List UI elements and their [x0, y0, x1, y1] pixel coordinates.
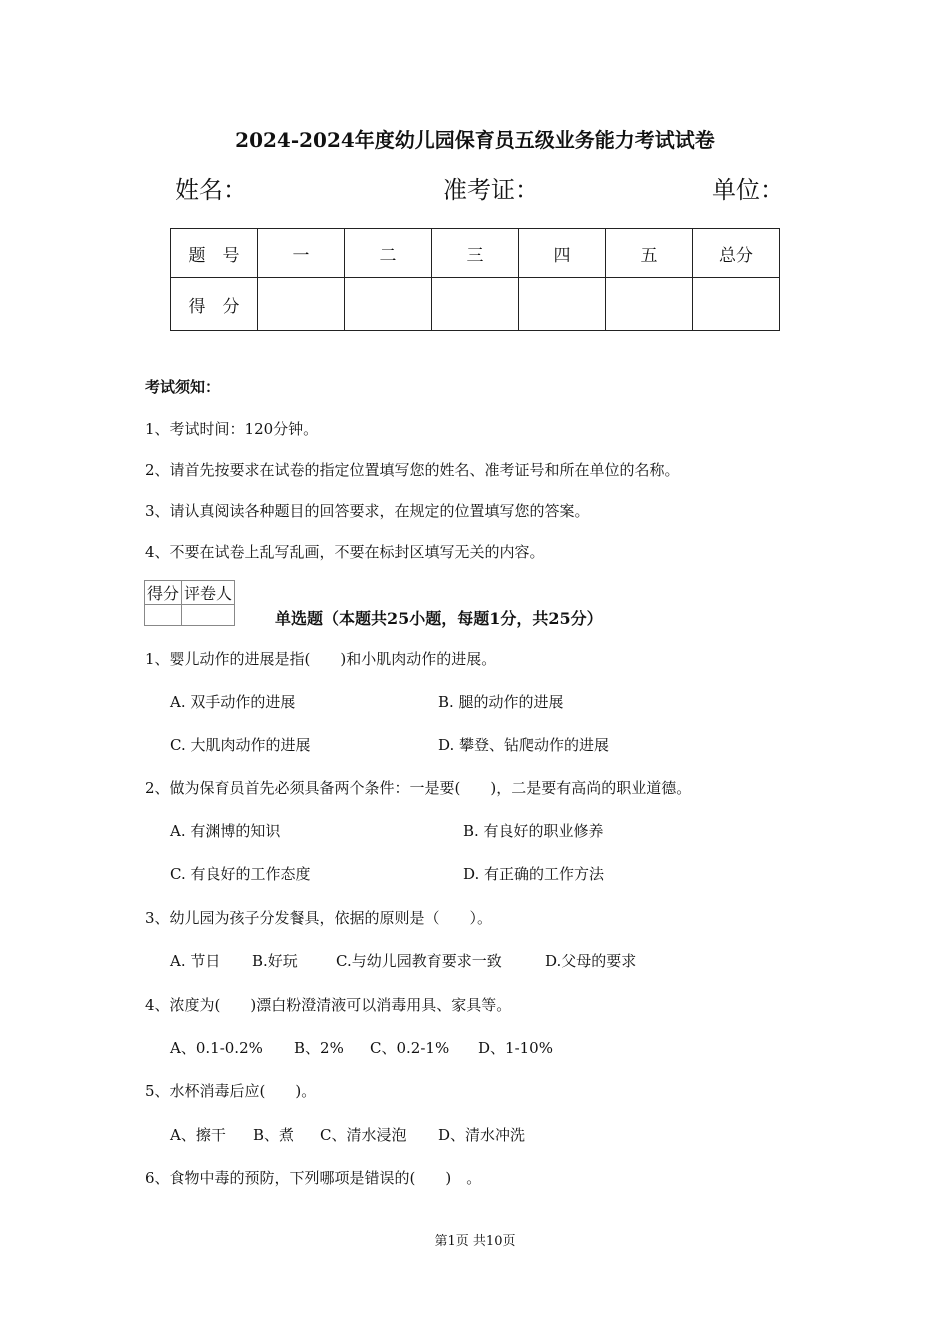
- score-header-cell: 一: [258, 229, 345, 278]
- q5-option-c[interactable]: C、清水浸泡: [320, 1126, 407, 1144]
- unit-label: 单位：: [712, 176, 784, 204]
- q4-option-c[interactable]: C、0.2-1%: [370, 1039, 450, 1057]
- score-cell[interactable]: [258, 278, 345, 331]
- score-header-cell: 总分: [693, 229, 780, 278]
- q2-option-a[interactable]: A. 有渊博的知识: [170, 822, 281, 840]
- score-header-cell: 四: [519, 229, 606, 278]
- notice-item: 2、请首先按要求在试卷的指定位置填写您的姓名、准考证号和所在单位的名称。: [145, 461, 680, 479]
- score-table-header-row: [171, 229, 780, 278]
- section-title: 单选题（本题共25小题，每题1分，共25分）: [275, 609, 603, 628]
- page-footer: 第1页 共10页: [434, 1234, 516, 1249]
- score-cell[interactable]: [432, 278, 519, 331]
- q4-option-b[interactable]: B、2%: [294, 1039, 344, 1057]
- grader-box: [144, 580, 235, 626]
- notice-heading: 考试须知：: [145, 378, 221, 396]
- score-row-label: 得 分: [171, 278, 258, 331]
- q4-option-d[interactable]: D、1-10%: [478, 1039, 553, 1057]
- score-header-cell: 三: [432, 229, 519, 278]
- question-5: 5、水杯消毒后应( )。: [145, 1082, 317, 1100]
- q1-option-c[interactable]: C. 大肌肉动作的进展: [170, 736, 311, 754]
- exam-id-label: 准考证：: [443, 176, 539, 204]
- notice-item: 4、不要在试卷上乱写乱画，不要在标封区填写无关的内容。: [145, 543, 545, 561]
- question-1: 1、婴儿动作的进展是指( )和小肌肉动作的进展。: [145, 650, 497, 668]
- q1-option-b[interactable]: B. 腿的动作的进展: [438, 693, 564, 711]
- score-cell[interactable]: [519, 278, 606, 331]
- score-header-cell: 五: [606, 229, 693, 278]
- score-cell[interactable]: [693, 278, 780, 331]
- q5-option-d[interactable]: D、清水冲洗: [438, 1126, 526, 1144]
- score-cell[interactable]: [606, 278, 693, 331]
- question-3: 3、幼儿园为孩子分发餐具，依据的原则是（ ）。: [145, 909, 493, 927]
- grader-score-label: 得分: [145, 581, 182, 605]
- question-6: 6、食物中毒的预防，下列哪项是错误的( ) 。: [145, 1169, 482, 1187]
- q3-option-a[interactable]: A. 节日: [170, 952, 221, 970]
- score-table-score-row: [171, 278, 780, 331]
- q1-option-d[interactable]: D. 攀登、钻爬动作的进展: [438, 736, 610, 754]
- question-4: 4、浓度为( )漂白粉澄清液可以消毒用具、家具等。: [145, 996, 512, 1014]
- q3-option-d[interactable]: D.父母的要求: [545, 952, 637, 970]
- q2-option-d[interactable]: D. 有正确的工作方法: [463, 865, 605, 883]
- exam-title: 2024-2024年度幼儿园保育员五级业务能力考试试卷: [235, 128, 715, 152]
- q3-option-b[interactable]: B.好玩: [252, 952, 298, 970]
- name-label: 姓名：: [175, 176, 247, 204]
- question-2: 2、做为保育员首先必须具备两个条件：一是要( )，二是要有高尚的职业道德。: [145, 779, 692, 797]
- score-cell[interactable]: [345, 278, 432, 331]
- grader-name-label: 评卷人: [182, 581, 235, 605]
- notice-item: 3、请认真阅读各种题目的回答要求，在规定的位置填写您的答案。: [145, 502, 590, 520]
- score-header-cell: 二: [345, 229, 432, 278]
- q2-option-c[interactable]: C. 有良好的工作态度: [170, 865, 311, 883]
- score-table: [170, 228, 780, 331]
- q5-option-a[interactable]: A、擦干: [170, 1126, 226, 1144]
- score-header-cell: 题 号: [171, 229, 258, 278]
- q1-option-a[interactable]: A. 双手动作的进展: [170, 693, 296, 711]
- q3-option-c[interactable]: C.与幼儿园教育要求一致: [336, 952, 502, 970]
- notice-item: 1、考试时间：120分钟。: [145, 420, 319, 438]
- q4-option-a[interactable]: A、0.1-0.2%: [170, 1039, 263, 1057]
- grader-name-cell[interactable]: [182, 605, 235, 626]
- grader-score-cell[interactable]: [145, 605, 182, 626]
- q5-option-b[interactable]: B、煮: [253, 1126, 295, 1144]
- q2-option-b[interactable]: B. 有良好的职业修养: [463, 822, 604, 840]
